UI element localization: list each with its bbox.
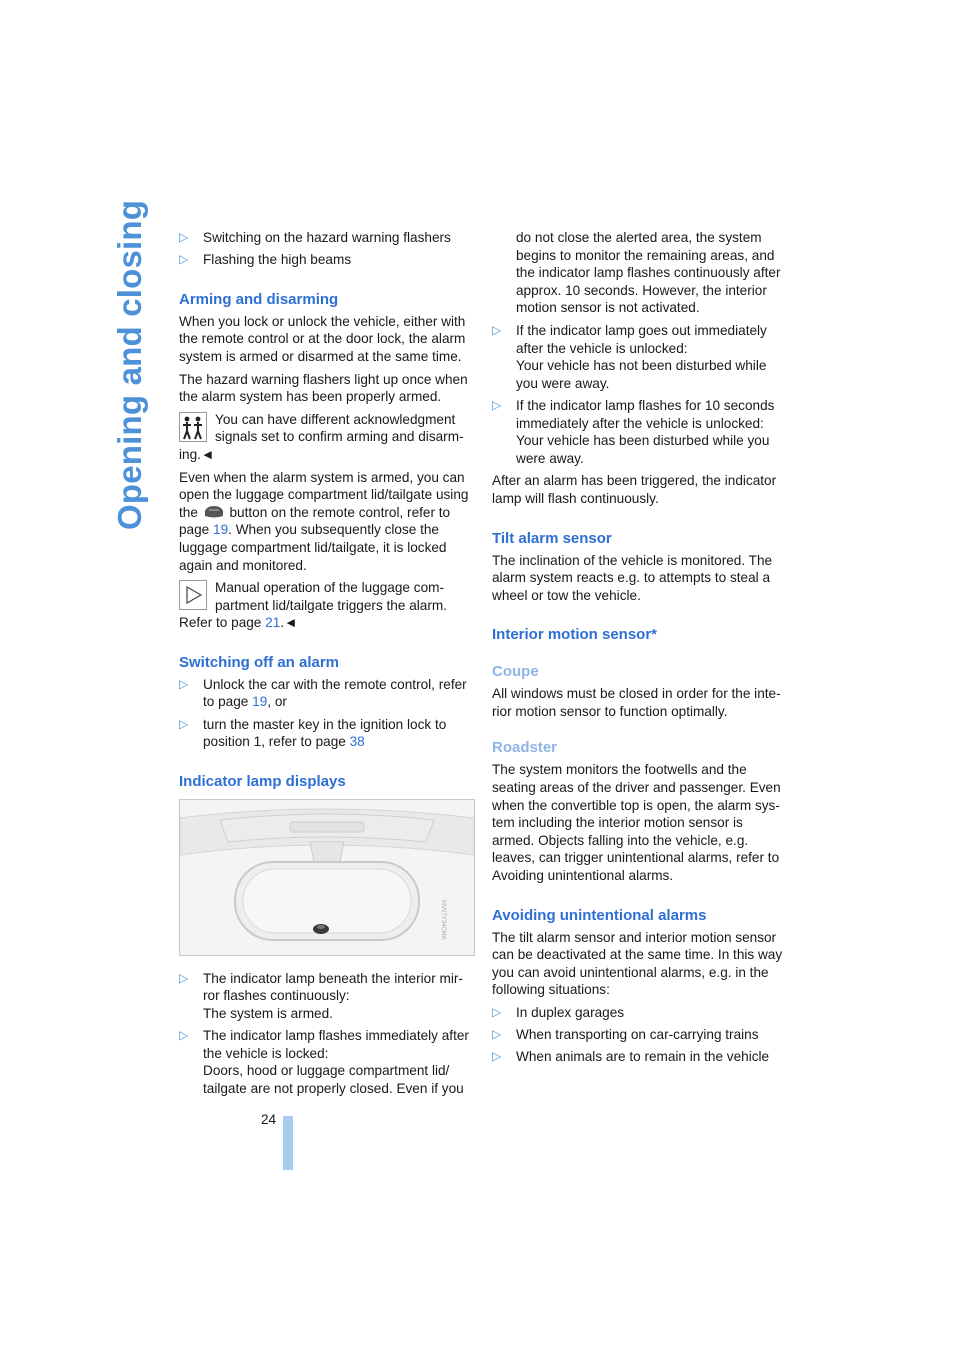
paragraph: When you lock or unlock the vehicle, either with the remote control or at the door lock, the alarm system is armed or disarmed at the same time. — [179, 313, 466, 364]
figure-code: MV07Y34CMA — [440, 899, 447, 940]
section-heading-avoiding: Avoiding unintentional alarms — [492, 906, 707, 924]
list-item: ▷ When animals are to remain in the vehicle — [492, 1049, 770, 1065]
paragraph-continued: do not close the alerted area, the system begins to monitor the remaining areas, and the indicator lamp flashes continuously after approx. 10 seconds. However, the interior motion sensor is not activated. — [516, 230, 781, 316]
bullet-triangle-icon: ▷ — [179, 252, 189, 267]
paragraph-luggage: Even when the alarm system is armed, you can open the luggage compartment lid/tailgate using the button on the remote control, refer to page 19. When you subsequently close the luggage compartment lid/tailgate, it is locked again and monitored. — [179, 469, 469, 573]
bullet-triangle-icon: ▷ — [492, 1049, 502, 1064]
list-item: ▷ In duplex garages — [492, 1005, 625, 1020]
mirror-illustration — [180, 800, 474, 955]
list-item: ▷ Unlock the car with the remote control, refer to page 19, or — [179, 676, 467, 710]
paragraph: The hazard warning flashers light up once when the alarm system has been properly armed. — [179, 371, 468, 405]
bullet-triangle-icon: ▷ — [492, 397, 502, 412]
end-mark: ◄ — [200, 446, 215, 462]
bullet-triangle-icon: ▷ — [179, 716, 189, 731]
bullet-triangle-icon: ▷ — [179, 230, 189, 244]
note-text: Manual operation of the luggage com-partment lid/tailgate triggers the alarm. Refer to page — [179, 580, 447, 631]
triangle-note-icon — [179, 580, 207, 610]
paragraph: After an alarm has been triggered, the indicator lamp will flash continuously. — [492, 473, 777, 506]
paragraph: The inclination of the vehicle is monitored. The alarm system reacts e.g. to attempts to steal a wheel or tow the vehicle. — [492, 552, 773, 603]
paragraph: The system monitors the footwells and the seating areas of the driver and passenger. Even when the convertible top is open, the alarm sys-tem including the interior motion sensor is armed. Objects falling into the vehicle, e.g. leaves, can trigger unintentional alarms, refer to Avoiding unintentional alarms. — [492, 762, 781, 884]
note-acknowledgment — [179, 411, 475, 464]
subheading-coupe: Coupe — [492, 663, 539, 681]
section-heading-tilt: Tilt alarm sensor — [492, 529, 612, 547]
page-link[interactable]: 38 — [349, 734, 365, 750]
chapter-side-title — [108, 199, 154, 530]
bullet-triangle-icon: ▷ — [179, 970, 189, 985]
right-column — [492, 229, 788, 1071]
page-marker-bar — [283, 1116, 293, 1170]
paragraph: All windows must be closed in order for the inte-rior motion sensor to function optimally. — [492, 686, 781, 719]
paragraph: The tilt alarm sensor and interior motion sensor can be deactivated at the same time. In this way you can avoid unintentional alarms, e.g. in the following situations: — [492, 929, 783, 998]
bullet-triangle-icon: ▷ — [492, 322, 502, 337]
switching-bullet-list — [179, 676, 475, 751]
bullet-triangle-icon: ▷ — [179, 676, 189, 691]
list-item: ▷ If the indicator lamp goes out immediately after the vehicle is unlocked: Your vehicle has not been disturbed while you were away. — [492, 322, 767, 391]
list-item: ▷ Flashing the high beams — [179, 252, 352, 268]
list-item: ▷ The indicator lamp beneath the interior mir-ror flashes continuously: The system is armed. — [179, 970, 463, 1022]
list-item: ▷ If the indicator lamp flashes for 10 seconds immediately after the vehicle is unlocked: Your vehicle has been disturbed while you were away. — [492, 397, 775, 466]
list-item: ▷ When transporting on car-carrying trains — [492, 1027, 759, 1043]
section-heading-arming: Arming and disarming — [179, 290, 339, 308]
page-link[interactable]: 21 — [265, 615, 281, 631]
indicator-bullet-list — [179, 970, 475, 1098]
page-number: 24 — [261, 1112, 277, 1127]
indicator-bullet-list-continued — [492, 322, 788, 467]
subheading-roadster: Roadster — [492, 739, 558, 757]
list-item: ▷ Switching on the hazard warning flashers — [179, 230, 451, 245]
list-item: ▷ The indicator lamp flashes immediately after the vehicle is locked: Doors, hood or luggage compartment lid/ tailgate are not properly closed. Even if you — [179, 1028, 469, 1096]
intro-bullet-list — [179, 229, 475, 269]
section-heading-indicator: Indicator lamp displays — [179, 772, 346, 790]
page-link[interactable]: 19 — [213, 522, 229, 538]
note-text: You can have different acknowledgment signals set to confirm arming and disarm-ing. — [179, 411, 464, 462]
end-mark: .◄ — [280, 615, 298, 631]
interior-mirror-figure — [179, 799, 475, 956]
bullet-triangle-icon: ▷ — [179, 1028, 189, 1043]
chapter-title-text: Opening and closing — [111, 199, 148, 530]
page-link[interactable]: 19 — [252, 694, 268, 710]
left-column — [179, 229, 475, 1103]
list-item: ▷ turn the master key in the ignition lock to position 1, refer to page 38 — [179, 716, 447, 750]
remote-trunk-button-icon — [203, 505, 225, 519]
section-heading-switching-off: Switching off an alarm — [179, 653, 340, 671]
bullet-triangle-icon: ▷ — [492, 1005, 502, 1019]
people-icon — [179, 412, 207, 442]
avoiding-bullet-list — [492, 1004, 788, 1066]
note-manual-operation — [179, 579, 475, 632]
bullet-triangle-icon: ▷ — [492, 1027, 502, 1042]
section-heading-interior-motion: Interior motion sensor* — [492, 626, 658, 644]
